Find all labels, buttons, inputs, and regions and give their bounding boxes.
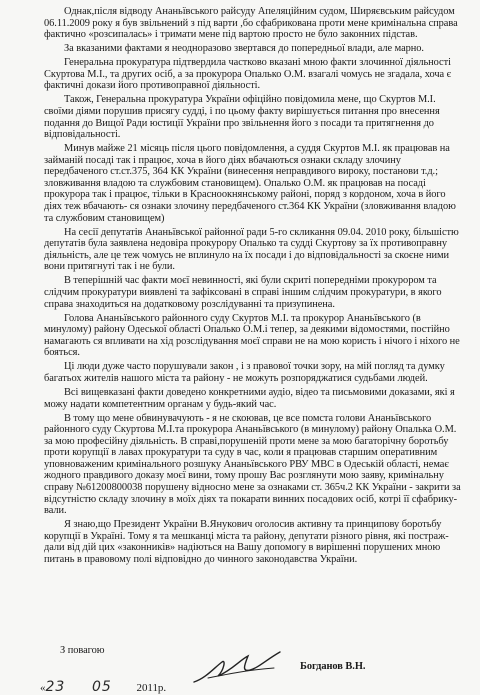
signature-image <box>188 648 288 690</box>
paragraph: Також, Генеральна прокуратура України офіційно повідомила мене, що Скуртов М.І. своїми діями порушив присягу судді, і по цьому факту вирішується питання про внесення подання до Вищої Ради юстиції України про звільнення його з посади та притягнення до відповідальності. <box>44 94 440 141</box>
paragraph: В тому що мене обвинувачують - я не скоював, це все помста голови Ананьївського районного суду Скуртова М.І.та прокурора Ананьївського (в минулому) району Опалька О.М. за мою професійну діяльність. В справі,порушеній проти мене за мою багаторічну боротьбу проти корупції в лавах прокуратури та суду в час, коли я працював старшим оперативним уповноваженим кримінального розшуку Ананьївського РВУ МВС в Одеській області, немає жодного правдивого доказу моєї вини, тому прошу Вас розглянути мою заяву, кримінальну справу №61200800038 порушену відносно мене за ознаками ст. 365ч.2 КК України - закрити за відсутністю складу злочину в моїх діях та покарати винних посадових осіб, котрі її сфабрику- вали. <box>44 412 461 517</box>
paragraph: Минув майже 21 місяць після цього повідомлення, а суддя Скуртов М.І. як працював на займаній посаді так і працює, хоча в його діях вбачаються ознаки складу злочину передбаченого ст.ст.375, 364 КК України (винесення неправдивого вироку, постанови т.д.; зловживання владою та службовим становищем). Опалько О.М. як працював на посаді прокурора так і працює, тільки в Красноокнянському районі, поряд з кордоном, хоча в його діях теж вбачають- ся ознаки злочину передбаченого ст.364 КК України (зловживання владою та службовим становищем) <box>44 143 456 224</box>
date-open-quote: « <box>40 682 46 694</box>
paragraph: За вказаними фактами я неодноразово звертався до попередньої влади, але марно. <box>64 43 424 55</box>
date-year: 2011р. <box>136 682 167 694</box>
paragraph: Я знаю,що Президент України В.Янукович оголосив активну та принципову боротьбу корупції в Україні. Тому я та мешканці міста та району, депутати різного рівня, які постраж- дали від дій цих «законників» надіються на Вашу допомогу в вирішенні порушених мною питань в правовому полі відповідно до чинного законодавства України. <box>44 519 449 566</box>
date-day: 23 <box>45 679 66 695</box>
paragraph: Ці люди дуже часто порушували закон , і з правової точки зору, на мій погляд та думку багатьох жителів нашого міста та району - не можуть розпоряджатися судьбами людей. <box>44 361 445 384</box>
date-month: 05 <box>91 679 112 695</box>
paragraph: Голова Ананьївського районного суду Скуртов М.І. та прокурор Ананьївського (в минулому) району Одеської області Опалько О.М.і тепер, за деякими відомостями, постійно намагають ся впливати на хід розслідування моєї справи не на мою користь і нічого і ніхого не бояться. <box>44 312 460 359</box>
paragraph: На сесії депутатів Ананьївської районної ради 5-го скликання 09.04. 2010 року, більшістю депутатів була заявлена недовіра прокурору Опалько та судді Скуртову за їх противоправну діяльність, але це теж чомусь не вплинуло на їх посади і до відповідальності за скоєне ними вони притягнуті так і не були. <box>44 226 459 273</box>
paragraph: Всі вищевказані факти доведено конкретними аудіо, відео та письмовими доказами, які я можу надати компетентним органам у будь-який час. <box>44 386 455 410</box>
letter-body <box>44 6 464 566</box>
closing-salutation: З повагою <box>60 645 105 656</box>
paragraph: В теперішній час факти моєї невинності, які були скриті попередніми прокурором та слідчим прокуратури виявлені та зафіксовані в справі іншим слідчим прокуратури, в якого справа знаходиться на додатковому розслідуванні та призупинена. <box>44 275 442 310</box>
paragraph: Генеральна прокуратура підтвердила частково вказані мною факти злочинної діяльності Скуртова М.І., та других осіб, а за прокурора Опалько О.М. взагалі чомусь не згадала, хоча є фактичні докази його противоправної діяльності. <box>44 57 452 92</box>
letter-date <box>40 679 167 695</box>
paragraph: Однак,після відводу Ананьївського райсуду Апеляційним судом, Ширяєвським райсудом 06.11.2009 року я був звільнений з під варти ,бо сфабрикована проти мене кримінальна справа фактично «розсипалась» і тримати мене під вартою просто не було законних підстав. <box>44 6 458 41</box>
author-name: Богданов В.Н. <box>300 661 366 672</box>
